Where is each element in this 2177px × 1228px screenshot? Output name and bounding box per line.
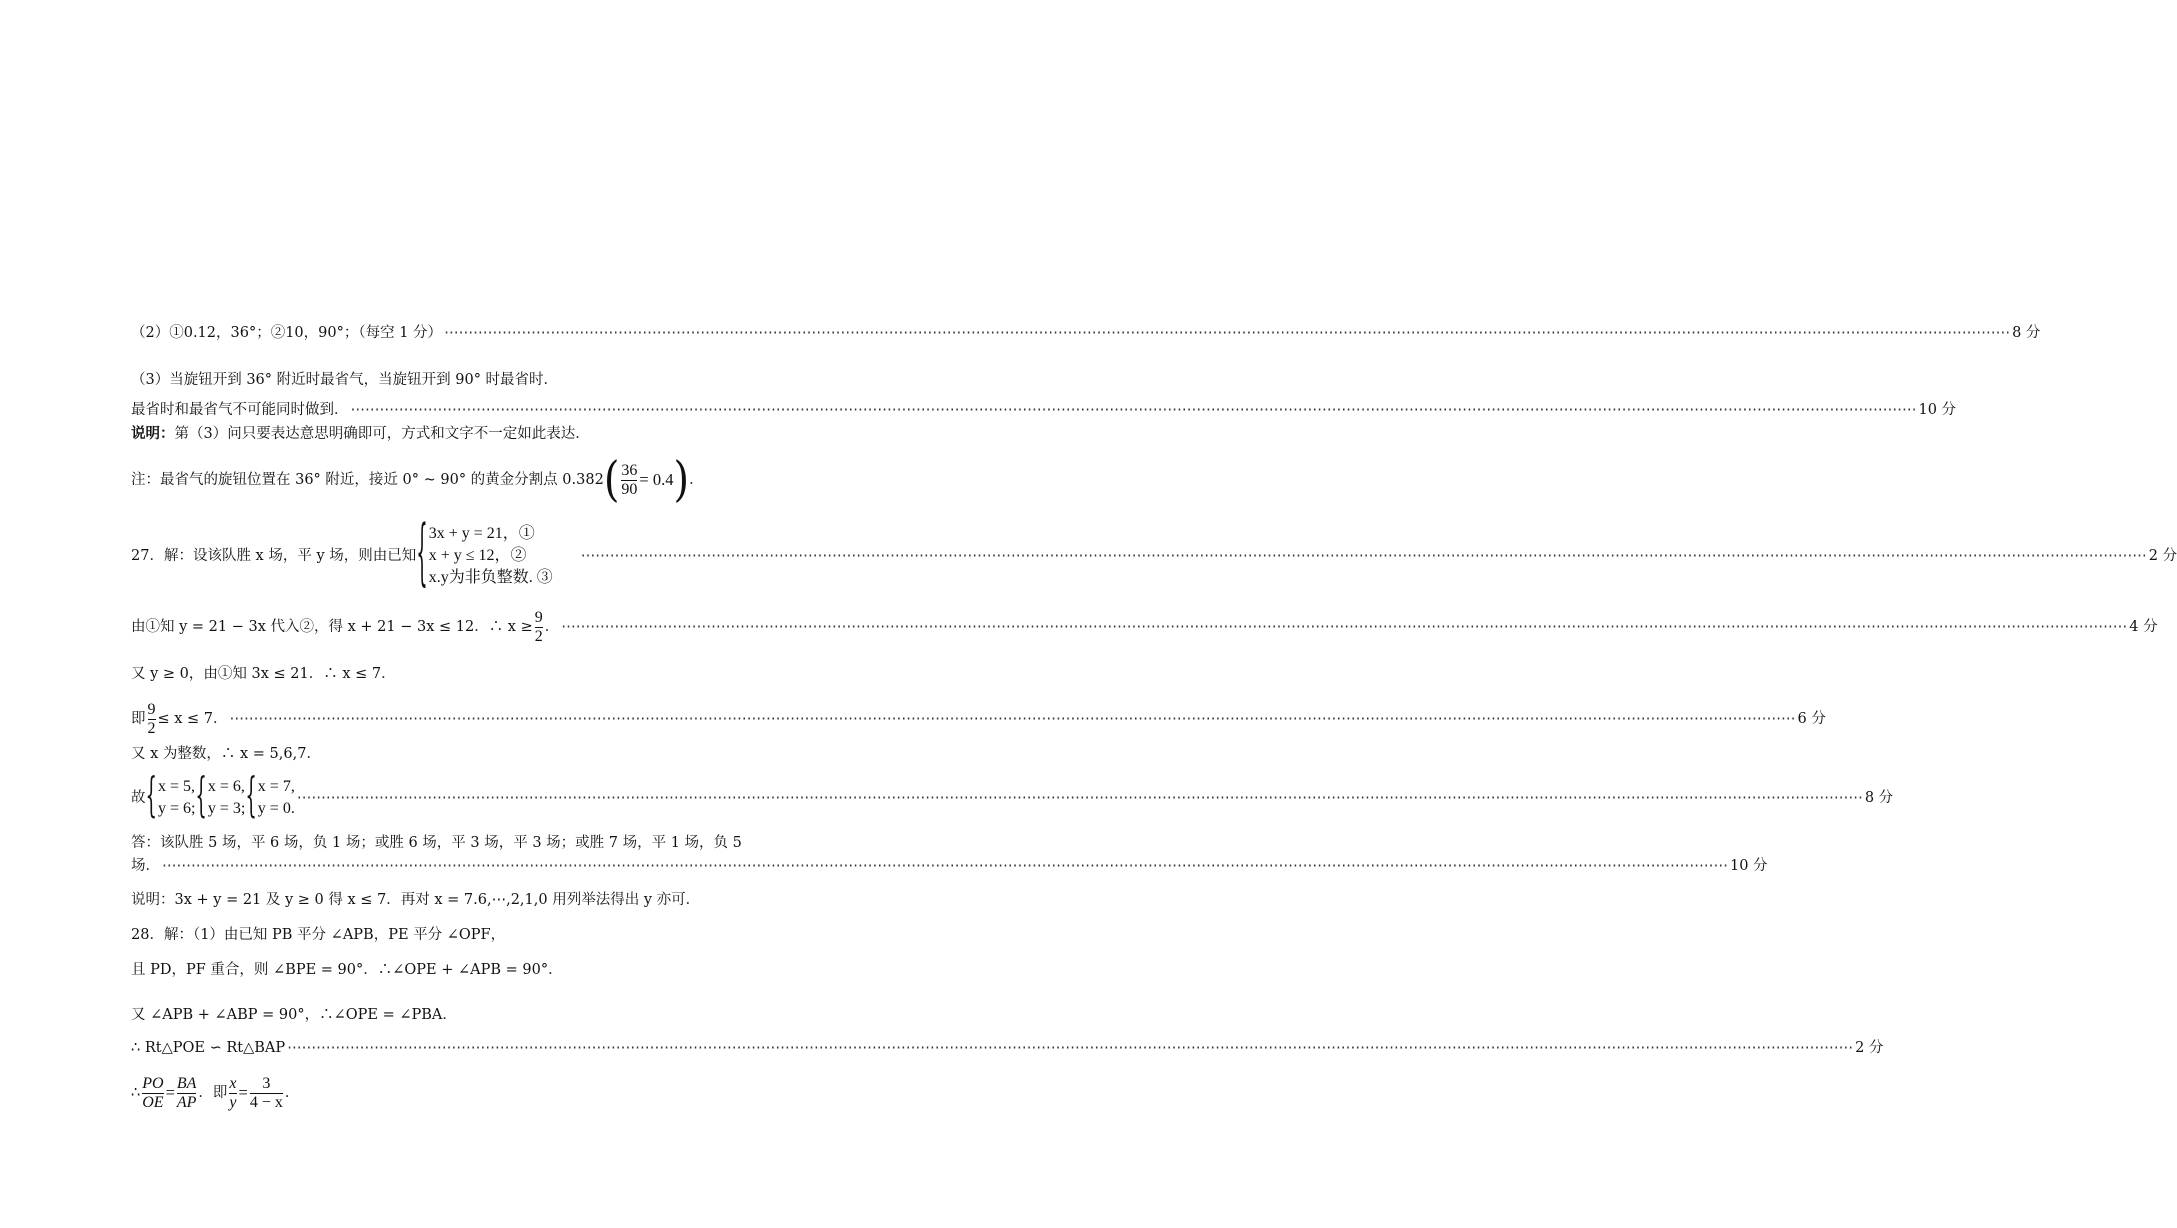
score-label: 8 分 <box>1864 790 1894 806</box>
line-text: 第（3）问只要表达意思明确即可，方式和文字不一定如此表达． <box>174 426 590 442</box>
fraction-po-oe <box>142 1075 163 1112</box>
fraction-ba-ap <box>177 1075 197 1112</box>
numerator: 9 <box>534 608 543 626</box>
line-end: ． <box>284 1085 300 1101</box>
q27-step4 <box>131 744 715 764</box>
fraction-x-y <box>229 1075 236 1112</box>
line-text: 场． <box>131 858 160 874</box>
q28-step2 <box>131 1005 715 1025</box>
line-text: ∴ Rt△POE ∽ Rt△BAP <box>131 1040 286 1056</box>
line-mid: ．即 <box>198 1085 228 1101</box>
numerator: PO <box>142 1074 164 1092</box>
system-row-2: x + y ≤ 12，② <box>428 547 527 564</box>
note-label: 说明： <box>131 425 175 442</box>
system-row-2: y = 3; <box>207 800 246 817</box>
line-text: 又 y ≥ 0，由①知 3x ≤ 21．∴ x ≤ 7． <box>131 666 396 682</box>
dot-leader: ⋯⋯⋯⋯⋯⋯⋯⋯⋯⋯⋯⋯⋯⋯⋯⋯⋯⋯⋯⋯⋯⋯⋯⋯⋯⋯⋯⋯⋯⋯⋯⋯⋯⋯⋯⋯⋯⋯⋯⋯⋯⋯⋯⋯⋯⋯⋯⋯⋯⋯⋯⋯⋯⋯⋯⋯⋯⋯⋯⋯⋯⋯⋯⋯⋯⋯⋯⋯⋯⋯⋯⋯⋯⋯⋯⋯⋯⋯⋯⋯⋯⋯⋯⋯⋯⋯⋯⋯⋯⋯⋯⋯⋯⋯⋯⋯⋯⋯⋯⋯⋯⋯⋯⋯⋯⋯⋯⋯ <box>287 1040 1854 1056</box>
score-label: 4 分 <box>2129 619 2158 635</box>
fraction-3-4mx <box>250 1075 283 1112</box>
numerator: BA <box>176 1074 197 1092</box>
score-label: 2 分 <box>1855 1040 1884 1056</box>
denominator: 90 <box>621 480 638 498</box>
numerator: 36 <box>621 461 638 479</box>
line-text: 28．解：（1）由已知 PB 平分 ∠APB，PE 平分 ∠OPF， <box>131 927 506 943</box>
q28-ratio <box>131 1070 715 1116</box>
denominator: 2 <box>147 719 156 737</box>
fraction <box>148 701 156 738</box>
line-text: 且 PD，PF 重合，则 ∠BPE = 90°．∴∠OPE + ∠APB = 90°． <box>131 962 563 978</box>
equals-sign: = <box>165 1083 175 1102</box>
answer-line-part3 <box>131 370 715 390</box>
score-label: 6 分 <box>1797 711 1826 727</box>
line-text: （2）①0.12，36°；②10，90°；（每空 1 分） <box>131 325 443 341</box>
system-row-2: y = 6; <box>157 800 196 817</box>
line-text: 答：该队胜 5 场，平 6 场，负 1 场；或胜 6 场，平 3 场，平 3 场；或胜 7 场，平 1 场，负 5 <box>131 835 742 851</box>
dot-leader: ⋯⋯⋯⋯⋯⋯⋯⋯⋯⋯⋯⋯⋯⋯⋯⋯⋯⋯⋯⋯⋯⋯⋯⋯⋯⋯⋯⋯⋯⋯⋯⋯⋯⋯⋯⋯⋯⋯⋯⋯⋯⋯⋯⋯⋯⋯⋯⋯⋯⋯⋯⋯⋯⋯⋯⋯⋯⋯⋯⋯⋯⋯⋯⋯⋯⋯⋯⋯⋯⋯⋯⋯⋯⋯⋯⋯⋯⋯⋯⋯⋯⋯⋯⋯⋯⋯⋯⋯⋯⋯⋯⋯⋯⋯⋯⋯⋯⋯⋯⋯⋯⋯⋯⋯⋯⋯⋯⋯ <box>561 619 2128 635</box>
system-row-2: y = 0. <box>257 800 295 817</box>
fraction <box>535 609 543 646</box>
q28-step1 <box>131 960 715 980</box>
q28-intro <box>131 925 715 945</box>
line-text: 最省时和最省气不可能同时做到． <box>131 402 349 418</box>
score-label: 2 分 <box>2148 548 2177 564</box>
solution-system-2 <box>195 769 246 824</box>
score-label: 10 分 <box>1730 858 1768 874</box>
right-paren: ) <box>673 452 690 508</box>
q27-solutions <box>131 769 1894 824</box>
score-label: 8 分 <box>2012 325 2041 341</box>
brace: { <box>145 769 157 824</box>
line-text: 27．解：设该队胜 x 场，平 y 场，则由已知 <box>131 548 417 564</box>
system-row-1: 3x + y = 21，① <box>428 525 535 542</box>
denominator: AP <box>176 1093 197 1111</box>
equals-sign: = <box>238 1083 248 1102</box>
line-end: ． <box>544 619 560 635</box>
q27-step2 <box>131 664 715 684</box>
system-row-3: x.y为非负整数. ③ <box>428 569 553 586</box>
dot-leader: ⋯⋯⋯⋯⋯⋯⋯⋯⋯⋯⋯⋯⋯⋯⋯⋯⋯⋯⋯⋯⋯⋯⋯⋯⋯⋯⋯⋯⋯⋯⋯⋯⋯⋯⋯⋯⋯⋯⋯⋯⋯⋯⋯⋯⋯⋯⋯⋯⋯⋯⋯⋯⋯⋯⋯⋯⋯⋯⋯⋯⋯⋯⋯⋯⋯⋯⋯⋯⋯⋯⋯⋯⋯⋯⋯⋯⋯⋯⋯⋯⋯⋯⋯⋯⋯⋯⋯⋯⋯⋯⋯⋯⋯⋯⋯⋯⋯⋯⋯⋯⋯⋯⋯⋯⋯⋯⋯⋯ <box>350 402 1917 418</box>
dot-leader: ⋯⋯⋯⋯⋯⋯⋯⋯⋯⋯⋯⋯⋯⋯⋯⋯⋯⋯⋯⋯⋯⋯⋯⋯⋯⋯⋯⋯⋯⋯⋯⋯⋯⋯⋯⋯⋯⋯⋯⋯⋯⋯⋯⋯⋯⋯⋯⋯⋯⋯⋯⋯⋯⋯⋯⋯⋯⋯⋯⋯⋯⋯⋯⋯⋯⋯⋯⋯⋯⋯⋯⋯⋯⋯⋯⋯⋯⋯⋯⋯⋯⋯⋯⋯⋯⋯⋯⋯⋯⋯⋯⋯⋯⋯⋯⋯⋯⋯⋯⋯⋯⋯⋯⋯⋯⋯⋯⋯ <box>162 858 1728 874</box>
answer-line-conclusion <box>131 400 1957 420</box>
system-row-1: x = 6, <box>207 778 245 795</box>
equation-tail: = 0.4 <box>639 470 674 489</box>
denominator: 4 − x <box>249 1093 283 1111</box>
numerator: 3 <box>262 1074 271 1092</box>
q27-remark <box>131 890 715 910</box>
line-text: 注：最省气的旋钮位置在 36° 附近，接近 0° ~ 90° 的黄金分割点 0.382 <box>131 472 604 488</box>
denominator: y <box>229 1093 237 1111</box>
fraction <box>621 462 637 499</box>
q27-step3 <box>131 697 1826 741</box>
line-text: （3）当旋钮开到 36° 附近时最省气，当旋钮开到 90° 时最省时． <box>131 372 559 388</box>
dot-leader: ⋯⋯⋯⋯⋯⋯⋯⋯⋯⋯⋯⋯⋯⋯⋯⋯⋯⋯⋯⋯⋯⋯⋯⋯⋯⋯⋯⋯⋯⋯⋯⋯⋯⋯⋯⋯⋯⋯⋯⋯⋯⋯⋯⋯⋯⋯⋯⋯⋯⋯⋯⋯⋯⋯⋯⋯⋯⋯⋯⋯⋯⋯⋯⋯⋯⋯⋯⋯⋯⋯⋯⋯⋯⋯⋯⋯⋯⋯⋯⋯⋯⋯⋯⋯⋯⋯⋯⋯⋯⋯⋯⋯⋯⋯⋯⋯⋯⋯⋯⋯⋯⋯⋯⋯⋯⋯⋯⋯ <box>444 325 2011 341</box>
dot-leader: ⋯⋯⋯⋯⋯⋯⋯⋯⋯⋯⋯⋯⋯⋯⋯⋯⋯⋯⋯⋯⋯⋯⋯⋯⋯⋯⋯⋯⋯⋯⋯⋯⋯⋯⋯⋯⋯⋯⋯⋯⋯⋯⋯⋯⋯⋯⋯⋯⋯⋯⋯⋯⋯⋯⋯⋯⋯⋯⋯⋯⋯⋯⋯⋯⋯⋯⋯⋯⋯⋯⋯⋯⋯⋯⋯⋯⋯⋯⋯⋯⋯⋯⋯⋯⋯⋯⋯⋯⋯⋯⋯⋯⋯⋯⋯⋯⋯⋯⋯⋯⋯⋯⋯⋯⋯⋯⋯⋯ <box>580 548 2147 564</box>
q28-similar <box>131 1038 1884 1058</box>
system-row-1: x = 7, <box>257 778 295 795</box>
solution-system-1 <box>145 769 196 824</box>
solution-system-3 <box>245 769 295 824</box>
line-prefix: 故 <box>131 790 146 806</box>
denominator: OE <box>142 1093 164 1111</box>
brace: { <box>416 512 428 596</box>
line-text: 说明：3x + y = 21 及 y ≥ 0 得 x ≤ 7．再对 x = 7.6,⋯,2,1,0 用列举法得出 y 亦可． <box>131 892 701 908</box>
dot-leader: ⋯⋯⋯⋯⋯⋯⋯⋯⋯⋯⋯⋯⋯⋯⋯⋯⋯⋯⋯⋯⋯⋯⋯⋯⋯⋯⋯⋯⋯⋯⋯⋯⋯⋯⋯⋯⋯⋯⋯⋯⋯⋯⋯⋯⋯⋯⋯⋯⋯⋯⋯⋯⋯⋯⋯⋯⋯⋯⋯⋯⋯⋯⋯⋯⋯⋯⋯⋯⋯⋯⋯⋯⋯⋯⋯⋯⋯⋯⋯⋯⋯⋯⋯⋯⋯⋯⋯⋯⋯⋯⋯⋯⋯⋯⋯⋯⋯⋯⋯⋯⋯⋯⋯⋯⋯⋯⋯⋯ <box>229 711 1796 727</box>
answer-line-part2 <box>131 323 2041 343</box>
line-prefix: 即 <box>131 711 146 727</box>
line-text: 又 ∠APB + ∠ABP = 90°，∴∠OPE = ∠PBA． <box>131 1007 457 1023</box>
q27-setup <box>131 512 2177 596</box>
left-paren: ( <box>603 452 620 508</box>
numerator: x <box>229 1074 237 1092</box>
line-text: 又 x 为整数，∴ x = 5,6,7． <box>131 746 321 762</box>
brace: { <box>245 769 257 824</box>
score-label: 10 分 <box>1918 402 1957 418</box>
line-text: ≤ x ≤ 7． <box>157 711 228 727</box>
numerator: 9 <box>147 700 156 718</box>
dot-leader: ⋯⋯⋯⋯⋯⋯⋯⋯⋯⋯⋯⋯⋯⋯⋯⋯⋯⋯⋯⋯⋯⋯⋯⋯⋯⋯⋯⋯⋯⋯⋯⋯⋯⋯⋯⋯⋯⋯⋯⋯⋯⋯⋯⋯⋯⋯⋯⋯⋯⋯⋯⋯⋯⋯⋯⋯⋯⋯⋯⋯⋯⋯⋯⋯⋯⋯⋯⋯⋯⋯⋯⋯⋯⋯⋯⋯⋯⋯⋯⋯⋯⋯⋯⋯⋯⋯⋯⋯⋯⋯⋯⋯⋯⋯⋯⋯⋯⋯⋯⋯⋯⋯⋯⋯⋯⋯⋯⋯ <box>296 790 1863 806</box>
q27-step1 <box>131 605 2158 649</box>
equation-system <box>416 512 553 596</box>
denominator: 2 <box>534 627 543 645</box>
q27-answer-cont <box>131 856 1768 876</box>
q27-answer <box>131 833 742 853</box>
line-text: 由①知 y = 21 − 3x 代入②，得 x + 21 − 3x ≤ 12．∴ x ≥ <box>131 619 533 635</box>
line-end: ． <box>689 472 704 488</box>
system-row-1: x = 5, <box>157 778 195 795</box>
line-prefix: ∴ <box>131 1085 141 1101</box>
brace: { <box>195 769 207 824</box>
